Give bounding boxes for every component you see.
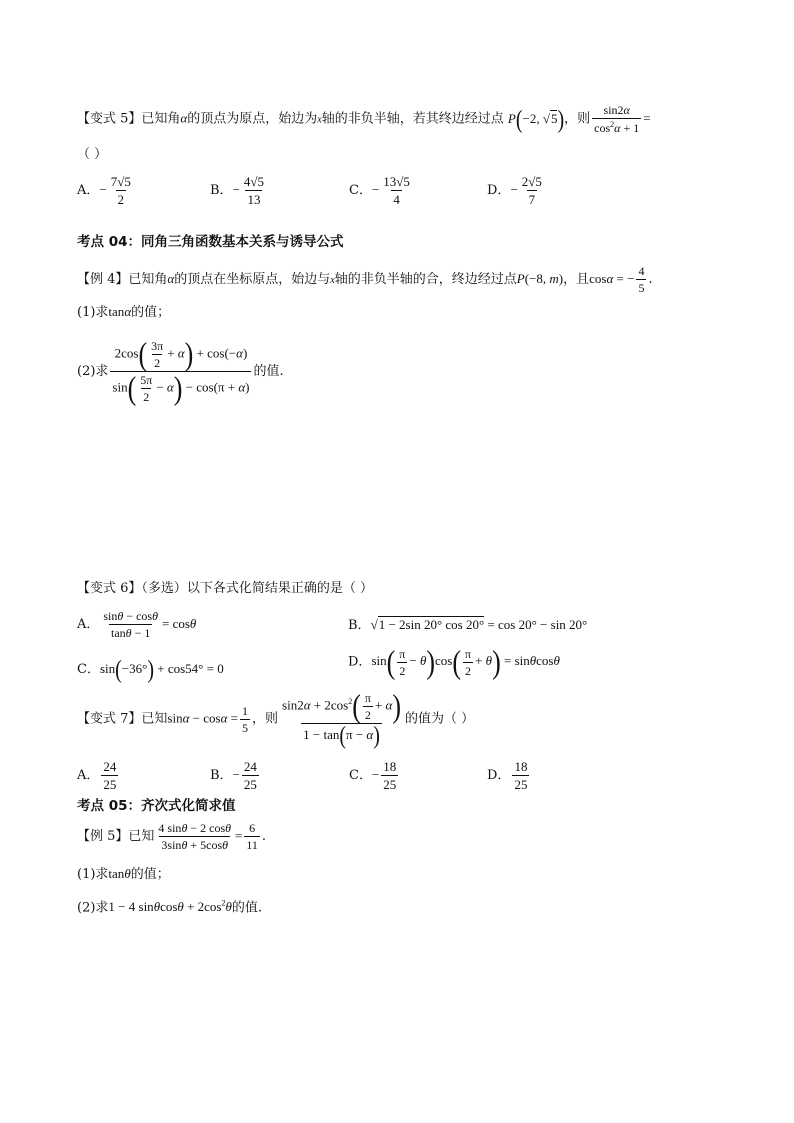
section-heading-04: 考点 04：同角三角函数基本关系与诱导公式: [77, 234, 344, 250]
variant-6-label: 【变式 6】: [77, 581, 142, 596]
example-5-question: 【例 5】已知 $\frac{4 \sin\theta - 2 \cos\theta}{3\sin\theta + 5\cos\theta}$ = $\frac{6}{11}$ .: [77, 821, 267, 852]
section-heading-05: 考点 05：齐次式化简求值: [77, 798, 236, 814]
variant-5-paren: （ ）: [77, 147, 108, 162]
example-4-part-2: (2)求 2cos( $\frac{3\pi}{2}$ + α) + cos(−α) sin( $\frac{5\pi}{2}$ − α) − cos(π + α) 的值.: [77, 335, 284, 406]
example-4-label: 【例 4】: [77, 272, 129, 287]
variant-6-option-b[interactable]: B．√1 − 2sin 20° cos 20° = cos 20° − sin 20°: [348, 617, 588, 633]
option-c[interactable]: C．− $\frac{13√5}{4}$: [349, 174, 410, 207]
variant-5-target-fraction: $\frac{\sin 2\alpha}{\cos^2\alpha + 1}$: [594, 103, 640, 135]
variant-7-label: 【变式 7】: [77, 711, 142, 727]
example-4-part-1: (1)求tanα的值；: [77, 304, 171, 320]
option-b[interactable]: B．− $\frac{24}{25}$: [210, 759, 257, 792]
variant-6-option-a[interactable]: A． $\frac{\sin\theta - \cos\theta}{\tan\theta - 1}$ = cosθ: [77, 609, 197, 640]
variant-5-question: 【变式 5】已知角α的顶点为原点，始边为x轴的非负半轴，若其终边经过点 P(−2, √5)，则 $\frac{\sin 2\alpha}{\cos^2\alpha + 1}$ =: [77, 103, 651, 135]
option-d[interactable]: D． $\frac{18}{25}$: [487, 759, 528, 792]
example-5-part-1: (1)求tanθ的值；: [77, 866, 170, 882]
variant-7-fraction: $\sin 2\alpha + 2\cos^2$( $\frac{\pi}{2}$ + α) 1 − tan(π − α): [282, 687, 402, 750]
option-d[interactable]: D．− $\frac{2√5}{7}$: [487, 174, 542, 207]
variant-6-question: 【变式 6】（多选）以下各式化简结果正确的是（ ）: [77, 581, 374, 596]
point-p-expression: P(−2, √5): [507, 105, 565, 134]
variant-5-label: 【变式 5】: [77, 111, 142, 127]
option-a[interactable]: A．− $\frac{7√5}{2}$: [77, 174, 131, 207]
example-4-fraction: 2cos( $\frac{3\pi}{2}$ + α) + cos(−α) sin( $\frac{5\pi}{2}$ − α) − cos(π + α): [112, 335, 250, 406]
variant-6-option-c[interactable]: C．sin(−36°) + cos54° = 0: [77, 656, 224, 684]
example-5-part-2: (2)求1 − 4 $\sin\theta\cos\theta + 2\cos^2\theta$的值.: [77, 899, 263, 916]
example-4-question: 【例 4】已知角α的顶点在坐标原点，始边与x轴的非负半轴的合，终边经过点P(−8, m)，且cosα = − $\frac{4}{5}$ .: [77, 264, 653, 295]
option-c[interactable]: C．− $\frac{18}{25}$: [349, 759, 397, 792]
variant-6-option-d[interactable]: D．sin( $\frac{\pi}{2}$ − θ)cos( $\frac{\pi}{2}$ + θ) = sinθcosθ: [348, 643, 560, 680]
option-a[interactable]: A． $\frac{24}{25}$: [77, 759, 117, 792]
variant-7-question: 【变式 7】已知sinα − cosα = $\frac{1}{5}$ ，则 $\sin 2\alpha + 2\cos^2$( $\frac{\pi}{2}$ + α) 1 − tan(π − α) 的值为（ ）: [77, 687, 475, 750]
example-5-label: 【例 5】: [77, 829, 129, 844]
option-b[interactable]: B．− $\frac{4√5}{13}$: [210, 174, 265, 207]
